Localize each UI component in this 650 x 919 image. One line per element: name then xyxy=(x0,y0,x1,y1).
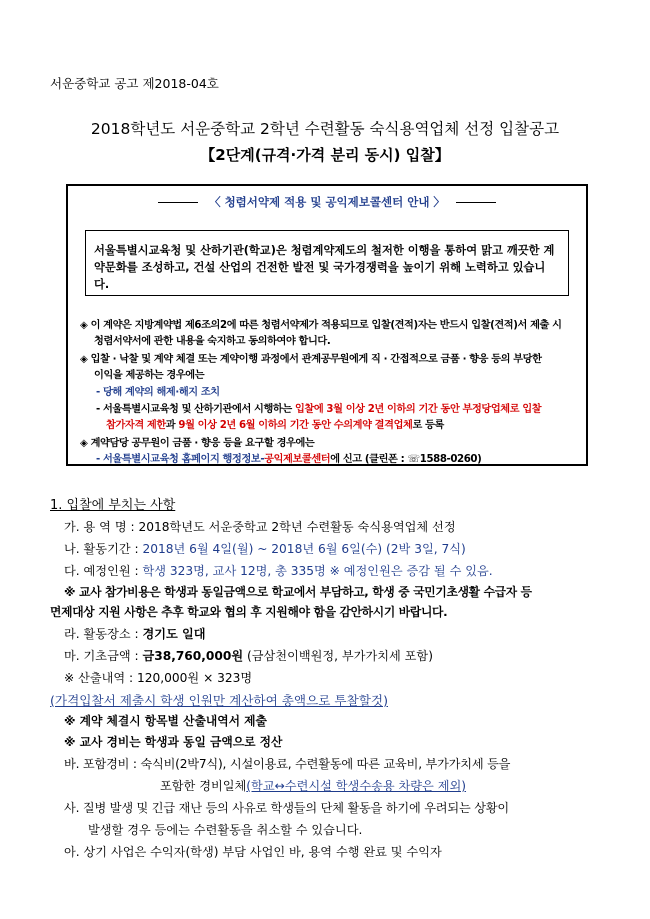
item-ma-value: 금38,760,000원 xyxy=(142,649,244,663)
bullet-2-dash-1: - 당해 계약의 해제·해지 조치 xyxy=(96,387,220,398)
item-na xyxy=(64,540,466,557)
bullet-1-line-1: ◈ 이 계약은 지방계약법 제6조의2에 따른 청렴서약제가 적용되므로 입찰(견적)자는 반드시 입찰(견적)서 제출 시 xyxy=(80,320,562,331)
item-da xyxy=(64,562,493,579)
item-ma xyxy=(64,647,433,664)
bullet-2-dash-2-cont xyxy=(106,416,444,431)
item-ba-line-1: 바. 포함경비 : 숙식비(2박7식), 시설이용료, 수련활동에 따른 교육비, 부가가치세 등을 xyxy=(64,757,511,771)
header-rule-right xyxy=(456,202,496,203)
item-ra xyxy=(64,625,206,642)
page-subtitle: 【2단계(규격·가격 분리 동시) 입찰】 xyxy=(200,146,450,164)
item-ba-part-b: (학교↔수련시설 학생수송용 차량은 제외) xyxy=(246,779,467,793)
bullet-2-line-2: 이익을 제공하는 경우에는 xyxy=(94,370,205,381)
item-ma-label: 마. 기초금액 : xyxy=(64,649,143,663)
item-ga-value: 2018학년도 서운중학교 2학년 수련활동 숙식용역업체 선정 xyxy=(138,520,456,534)
dash-2-part-e: 9월 이상 2년 6월 이하의 기간 동안 수의계약 결격업체 xyxy=(178,420,413,431)
item-na-value: 2018년 6월 4일(월) ~ 2018년 6월 6일(수) (2박 3일, 7식) xyxy=(142,542,466,556)
note-teacher-cost-1: ※ 교사 참가비용은 학생과 동일금액으로 학교에서 부담하고, 학생 중 국민기초생활 수급자 등 xyxy=(64,585,532,599)
notice-number: 서운중학교 공고 제2018-04호 xyxy=(50,76,219,91)
item-ba-part-a: 포함한 경비일체 xyxy=(160,779,247,793)
item-a-line-1: 아. 상기 사업은 수익자(학생) 부담 사업인 바, 용역 수행 완료 및 수익자 xyxy=(64,845,442,859)
calc-note: (가격입찰서 제출시 학생 인원만 계산하여 총액으로 투찰할것) xyxy=(50,693,388,708)
item-ba-line-2 xyxy=(160,777,466,794)
dash-2-part-c: 참가자격 제한 xyxy=(106,420,166,431)
bullet-3-dash-1 xyxy=(96,450,481,465)
note-contract: ※ 계약 체결시 항목별 산출내역서 제출 xyxy=(64,714,267,728)
item-ra-label: 라. 활동장소 : xyxy=(64,627,143,641)
integrity-notice-box xyxy=(66,184,588,466)
item-ma-paren: (금삼천이백원정, 부가가치세 포함) xyxy=(243,649,433,663)
section-1-title: 1. 입찰에 부치는 사항 xyxy=(50,498,176,513)
item-sa-line-2: 발생할 경우 등에는 수련활동을 취소할 수 있습니다. xyxy=(88,823,363,837)
item-ra-value: 경기도 일대 xyxy=(142,627,206,641)
dash-2-part-f: 로 등록 xyxy=(412,420,444,431)
item-da-value: 학생 323명, 교사 12명, 총 335명 ※ 예정인원은 증감 될 수 있음. xyxy=(142,564,493,578)
note-teacher-cost-2: 면제대상 지원 사항은 추후 학교와 협의 후 지원해야 함을 감안하시기 바랍니다. xyxy=(50,605,448,619)
bullet-2-line-1: ◈ 입찰 · 낙찰 및 계약 체결 또는 계약이행 과정에서 관계공무원에게 직 · 간접적으로 금품 · 향응 등의 부당한 xyxy=(80,354,542,365)
dash-2-part-d: 과 xyxy=(165,420,179,431)
item-na-label: 나. 활동기간 : xyxy=(64,542,143,556)
calc-detail: ※ 산출내역 : 120,000원 × 323명 xyxy=(64,671,253,685)
integrity-intro: 서울특별시교육청 및 산하기관(학교)은 청렴계약제도의 철저한 이행을 통하여 맑고 깨끗한 계약문화를 조성하고, 건설 산업의 건전한 발전 및 국가경쟁력을 높이기 위해 노력하고 있습니다. xyxy=(85,230,569,296)
bullet-2-dash-2 xyxy=(96,400,541,415)
integrity-box-header: 〈 청렴서약제 적용 및 공익제보콜센터 안내 〉 xyxy=(209,195,445,209)
dash-2-part-b: 입찰에 3월 이상 2년 이하의 기간 동안 부정당업체로 입찰 xyxy=(294,404,542,415)
bullet-1-line-2: 청렴서약서에 관한 내용을 숙지하고 동의하여야 합니다. xyxy=(94,336,331,347)
bullet-3-line-1: ◈ 계약담당 공무원이 금품 · 향응 등을 요구할 경우에는 xyxy=(80,438,315,449)
item-da-label: 다. 예정인원 : xyxy=(64,564,143,578)
page-title: 2018학년도 서운중학교 2학년 수련활동 숙식용역업체 선정 입찰공고 xyxy=(90,120,560,138)
dash-3-part-c: 에 신고 (클린폰 : ☏1588-0260) xyxy=(330,454,482,465)
dash-3-part-b: 공익제보콜센터 xyxy=(264,454,331,465)
item-ga xyxy=(64,518,456,535)
dash-2-part-a: - 서울특별시교육청 및 산하기관에서 시행하는 xyxy=(96,404,295,415)
item-sa-line-1: 사. 질병 발생 및 긴급 재난 등의 사유로 학생들의 단체 활동을 하기에 우려되는 상황이 xyxy=(64,801,509,815)
item-ga-label: 가. 용 역 명 : xyxy=(64,520,139,534)
note-teacher-expense: ※ 교사 경비는 학생과 동일 금액으로 정산 xyxy=(64,735,283,749)
dash-3-part-a: - 서울특별시교육청 홈페이지 행정정보- xyxy=(96,454,265,465)
